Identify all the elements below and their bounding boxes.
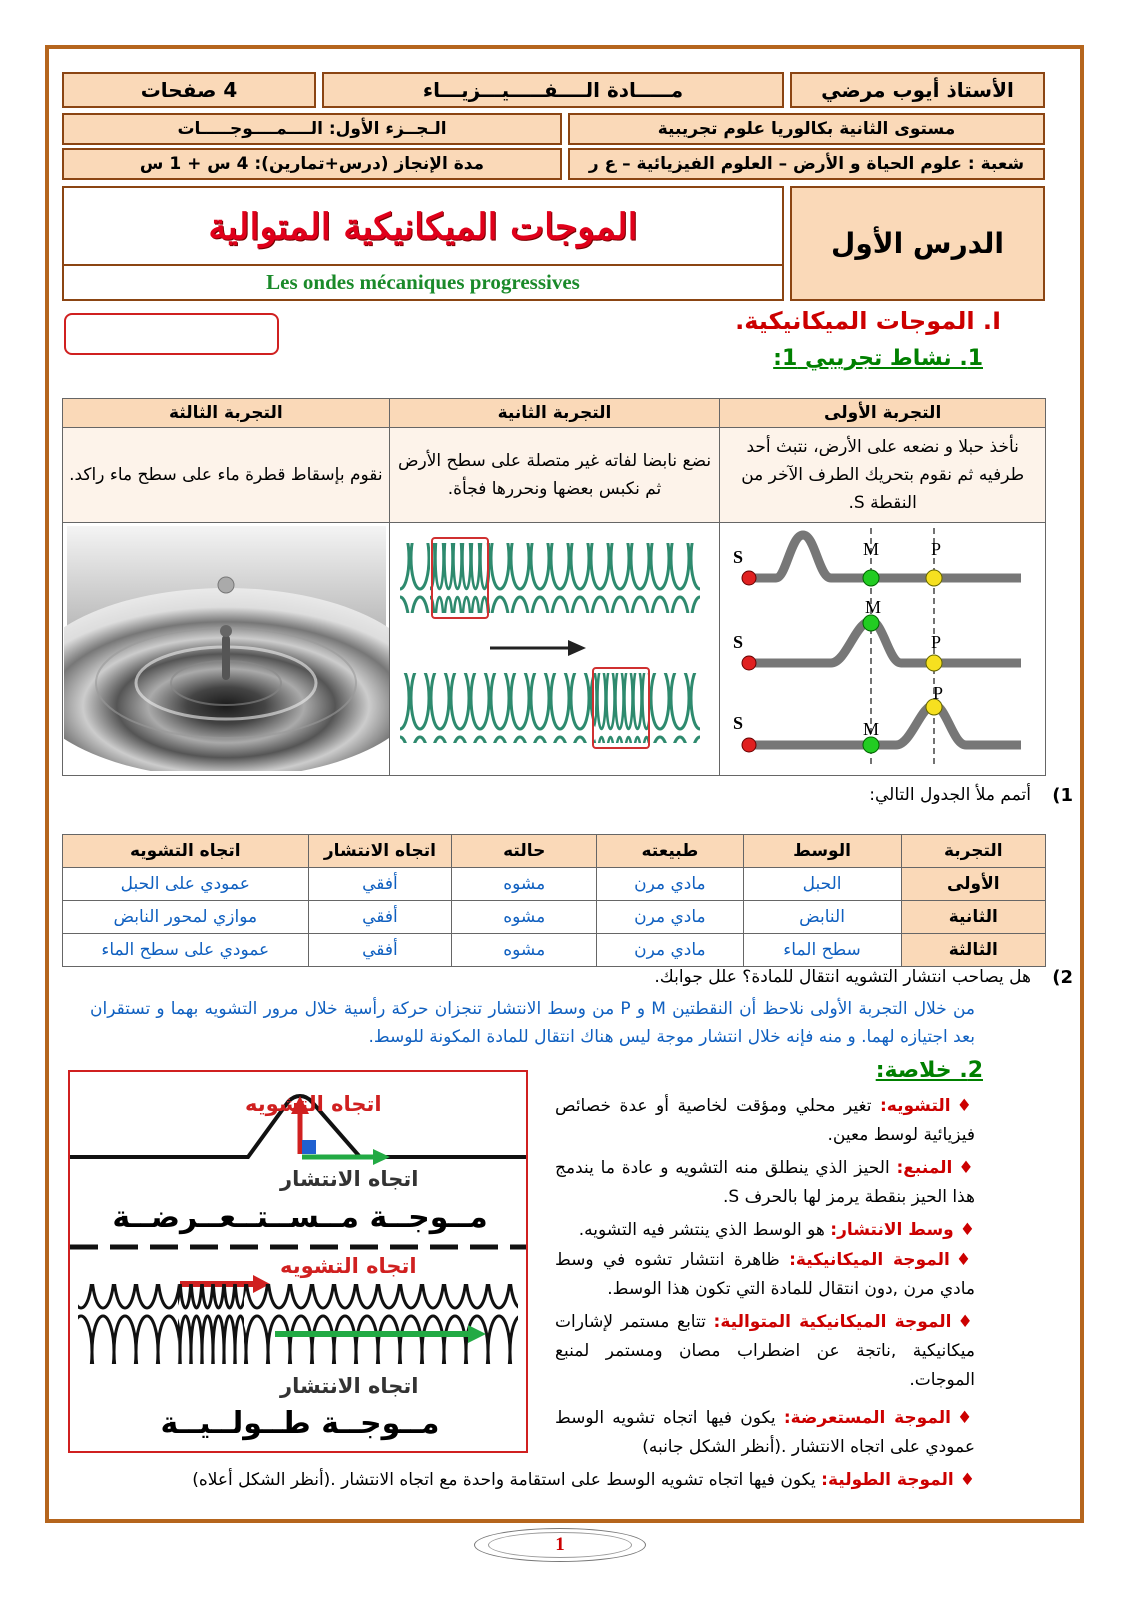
question1-text: أتمم ملأ الجدول التالي: [869, 785, 1031, 805]
col-header-medium: الوسط [743, 835, 901, 868]
pages-count: 4 صفحات [140, 78, 238, 102]
level-cell [568, 113, 1045, 145]
term: التشويه: [880, 1096, 951, 1116]
row-label: الثانية [901, 901, 1045, 934]
exp2-description: نضع نابضا لفاته غير متصلة على سطح الأرض ثم نكبس بعضها ونحررها فجأة. [389, 428, 720, 523]
longitudinal-wave-label: مــوجــة طــولــيــة [160, 1406, 440, 1441]
table-cell: عمودي على الحبل [63, 868, 309, 901]
empty-rounded-box [64, 313, 279, 355]
duration: مدة الإنجاز (درس+تمارين): 4 س + 1 س [139, 154, 485, 174]
summary-item-source [555, 1154, 975, 1212]
definition: الحيز الذي ينطلق منه التشويه و عادة ما يندمج هذا الحيز بنقطة يرمز لها بالحرف S. [555, 1158, 975, 1207]
table-cell: النابض [743, 901, 901, 934]
definition: يكون فيها اتجاه تشويه الوسط على استقامة واحدة مع اتجاه الانتشار .(أنظر الشكل أعلاه) [192, 1470, 816, 1490]
subject: مـــــادة الــــفـــــيـــزيـــاء [422, 78, 684, 102]
lesson-title-ar: الموجات الميكانيكية المتوالية [208, 206, 638, 248]
table-cell: أفقي [308, 901, 452, 934]
term: وسط الانتشار: [830, 1220, 954, 1240]
lesson-title-fr: Les ondes mécaniques progressives [266, 270, 580, 294]
col-header-state: حالته [452, 835, 597, 868]
label-p-2: P [930, 632, 941, 652]
label-m-3: M [862, 719, 879, 739]
table-cell: سطح الماء [743, 934, 901, 967]
teacher-name: الأستاذ أيوب مرضي [821, 78, 1014, 102]
table-cell: موازي لمحور النابض [63, 901, 309, 934]
summary-title: 2. خلاصة: [875, 1058, 983, 1083]
branch-cell [568, 148, 1045, 180]
summary-item-deformation [555, 1092, 975, 1150]
activity-title: 1. نشاط تجريبي 1: [773, 346, 983, 371]
table-cell: الحبل [743, 868, 901, 901]
exp3-header: التجربة الثالثة [63, 399, 390, 428]
exp1-description: نأخذ حبلا و نضعه على الأرض، نتبث أحد طرفيه ثم نقوم بتحريك الطرف الآخر من النقطة S. [720, 428, 1046, 523]
exp2-header: التجربة الثانية [389, 399, 720, 428]
propagation-label-1: اتجاه الانتشار [280, 1167, 419, 1191]
question2-text: هل يصاحب انتشار التشويه انتقال للمادة؟ علل جوابك. [654, 967, 1031, 987]
table-cell: مشوه [452, 901, 597, 934]
title-box [62, 186, 784, 301]
water-drop-figure [64, 523, 389, 771]
col-header-nature: طبيعته [597, 835, 743, 868]
label-s-2: S [732, 632, 743, 652]
question2-number: 2) [1052, 967, 1073, 988]
wave-types-figure [68, 1070, 528, 1453]
term: الموجة الميكانيكية المتوالية: [713, 1312, 952, 1332]
teacher-cell [790, 72, 1045, 108]
exp1-image-cell [720, 523, 1046, 776]
exp2-image-cell [389, 523, 720, 776]
lesson-cell [790, 186, 1045, 301]
table-cell: مشوه [452, 934, 597, 967]
summary-item-longitudinal-wave [100, 1466, 975, 1495]
pages-cell [62, 72, 316, 108]
deformation-label-1: اتجاه التشويه [245, 1092, 382, 1116]
exp3-image-cell [63, 523, 390, 776]
transverse-wave-label: مــوجــة مــســتــعــرضــة [112, 1200, 488, 1235]
table-cell: أفقي [308, 934, 452, 967]
deformation-label-2: اتجاه التشويه [280, 1254, 417, 1278]
diamond-bullet-icon: ♦ [956, 1408, 975, 1428]
term: المنبع: [896, 1158, 953, 1178]
question2-answer: من خلال التجربة الأولى نلاحظ أن النقطتين M و P من وسط الانتشار تنجزان حركة رأسية خلال مرور التشويه بهما و تستقران بعد اجتيازه لهما. و منه فإنه خلال انتشار موجة ليس هناك انتقال للمادة المكونة للوسط. [90, 999, 975, 1047]
summary-item-mechanical-wave [555, 1246, 975, 1304]
row-label: الأولى [901, 868, 1045, 901]
label-p-3: P [932, 683, 943, 703]
diamond-bullet-icon: ♦ [959, 1470, 975, 1490]
definition: تغير محلي ومؤقت لخاصية أو عدة خصائص فيزيائية لوسط معين. [555, 1096, 975, 1145]
exp1-header: التجربة الأولى [720, 399, 1046, 428]
col-header-experiment: التجربة [901, 835, 1045, 868]
diamond-bullet-icon: ♦ [957, 1312, 975, 1332]
table-cell: أفقي [308, 868, 452, 901]
section-title: I. الموجات الميكانيكية. [735, 307, 1001, 335]
definition: تتابع مستمر لإشارات ميكانيكية ,ناتجة عن اضطراب مصان ومستمر لمنبع الموجات. [555, 1312, 975, 1390]
diamond-bullet-icon: ♦ [956, 1096, 975, 1116]
row-label: الثالثة [901, 934, 1045, 967]
label-m-2: M [864, 597, 881, 617]
definition: ظاهرة انتشار تشوه في وسط مادي مرن ,دون انتقال للمادة التي تكون هذا الوسط. [555, 1250, 975, 1299]
propagation-label-2: اتجاه الانتشار [280, 1374, 419, 1398]
part-cell [62, 113, 562, 145]
exp3-description: نقوم بإسقاط قطرة ماء على سطح ماء راكد. [63, 428, 390, 523]
term: الموجة الطولية: [821, 1470, 954, 1490]
table-row [63, 901, 1046, 934]
table-cell: مادي مرن [597, 934, 743, 967]
branch: شعبة : علوم الحياة و الأرض – العلوم الفيزيائية – ع ر [588, 154, 1025, 174]
definition: يكون فيها اتجاه تشويه الوسط عمودي على اتجاه الانتشار .(أنظر الشكل جانبه) [555, 1408, 975, 1457]
lesson-label: الدرس الأول [831, 227, 1004, 260]
duration-cell [62, 148, 562, 180]
label-m-1: M [862, 539, 879, 559]
col-header-propagation: اتجاه الانتشار [308, 835, 452, 868]
experiments-table [62, 398, 1046, 776]
summary-item-medium [555, 1216, 975, 1245]
table-cell: مادي مرن [597, 868, 743, 901]
label-s-3: S [732, 713, 743, 733]
subject-cell [322, 72, 784, 108]
col-header-deformation: اتجاه التشويه [63, 835, 309, 868]
table-row [63, 934, 1046, 967]
label-p-1: P [930, 539, 941, 559]
spring-compression-figure [390, 523, 719, 771]
table-cell: مادي مرن [597, 901, 743, 934]
summary-item-progressive-wave [555, 1308, 975, 1395]
fill-table [62, 834, 1046, 967]
term: الموجة الميكانيكية: [789, 1250, 950, 1270]
table-cell: عمودي على سطح الماء [63, 934, 309, 967]
term: الموجة المستعرضة: [783, 1408, 951, 1428]
part: الـجــزء الأول: الــــمــــوجـــــات [177, 119, 447, 139]
question1-number: 1) [1052, 785, 1073, 806]
diamond-bullet-icon: ♦ [955, 1250, 975, 1270]
table-row [63, 868, 1046, 901]
diamond-bullet-icon: ♦ [959, 1220, 975, 1240]
rope-pulse-figure [721, 523, 1045, 771]
definition: هو الوسط الذي ينتشر فيه التشويه. [578, 1220, 825, 1240]
level: مستوى الثانية بكالوريا علوم تجريبية [657, 119, 956, 139]
page-number: 1 [488, 1532, 632, 1558]
label-s-1: S [732, 547, 743, 567]
summary-item-transverse-wave [555, 1404, 975, 1462]
table-cell: مشوه [452, 868, 597, 901]
diamond-bullet-icon: ♦ [958, 1158, 975, 1178]
